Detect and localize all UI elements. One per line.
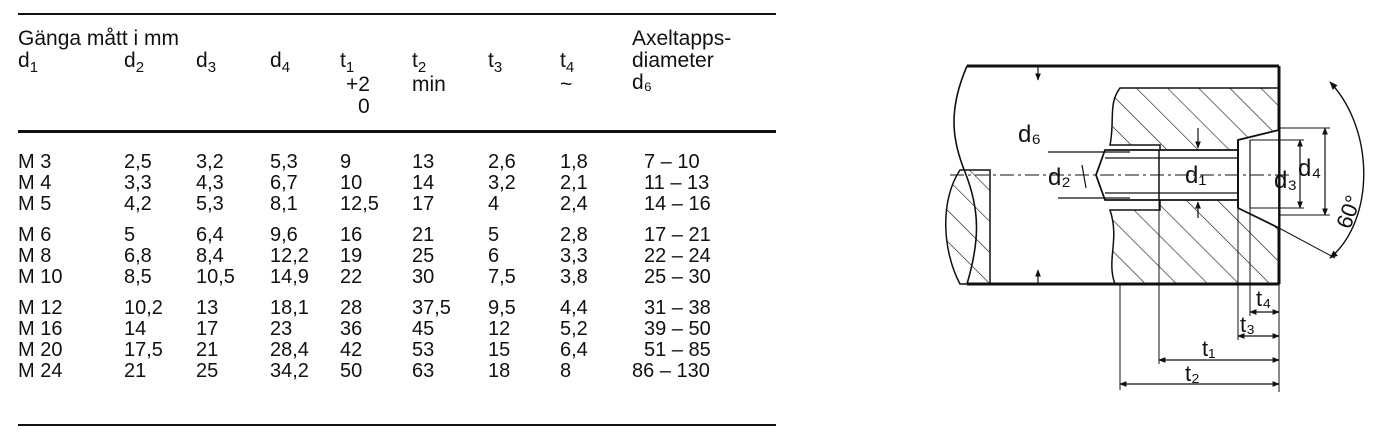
table-cell: 21 xyxy=(124,360,147,382)
table-cell: 17 xyxy=(412,193,435,215)
table-cell: 2,4 xyxy=(560,193,588,215)
header-symbol: d xyxy=(124,49,136,72)
table-cell: 23 xyxy=(270,318,293,340)
table-cell: 42 xyxy=(340,339,363,361)
header-col-9 xyxy=(632,28,731,94)
table-cell: 12,2 xyxy=(270,245,309,267)
table-bottom-rule xyxy=(18,424,776,426)
table-cell: 4 xyxy=(488,193,500,215)
header-col-3 xyxy=(196,50,216,74)
table-cell: 3,3 xyxy=(560,245,588,267)
thread-size-cell: M 4 xyxy=(18,172,52,194)
label-d4: d₄ xyxy=(1298,155,1322,182)
header-symbol: t xyxy=(560,49,566,72)
table-cell: 8,4 xyxy=(196,245,224,267)
header-col-7 xyxy=(488,50,502,74)
thread-size-cell: M 16 xyxy=(18,318,63,340)
table-cell: 51 – 85 xyxy=(644,339,711,361)
table-cell: 12 xyxy=(488,318,511,340)
table-header-rule xyxy=(18,130,776,133)
label-t1: t₁ xyxy=(1202,336,1216,361)
header-symbol: d xyxy=(270,49,282,72)
table-cell: 4,3 xyxy=(196,172,224,194)
header-subscript: 2 xyxy=(135,59,145,76)
table-cell: 10,2 xyxy=(124,297,163,319)
d2-tick xyxy=(1082,165,1086,188)
header-symbol: t xyxy=(488,49,494,72)
table-cell: 2,5 xyxy=(124,151,152,173)
table-cell: 9,5 xyxy=(488,297,516,319)
header-symbol: d xyxy=(18,49,30,72)
countersink-angle-arc xyxy=(1330,82,1367,258)
table-cell: 6,7 xyxy=(270,172,298,194)
table-top-rule xyxy=(18,13,776,15)
header-note: diameter xyxy=(632,49,714,72)
label-d3: d₃ xyxy=(1274,167,1298,194)
table-cell: 21 xyxy=(412,224,435,246)
header-subscript: 3 xyxy=(493,59,503,76)
header-col-4 xyxy=(270,50,290,74)
header-subscript: 4 xyxy=(281,59,291,76)
header-subscript: 2 xyxy=(417,59,427,76)
table-cell: 22 xyxy=(340,266,363,288)
table-cell: 14 xyxy=(412,172,435,194)
thread-size-cell: M 24 xyxy=(18,360,63,382)
table-cell: 1,8 xyxy=(560,151,588,173)
header-col-5 xyxy=(340,50,370,118)
table-cell: 14,9 xyxy=(270,266,309,288)
table-cell: 39 – 50 xyxy=(644,318,711,340)
thread-size-cell: M 10 xyxy=(18,266,63,288)
table-cell: 15 xyxy=(488,339,511,361)
table-cell: 86 – 130 xyxy=(632,360,710,382)
table-cell: 5 xyxy=(124,224,136,246)
table-cell: 3,2 xyxy=(488,172,516,194)
table-cell: 63 xyxy=(412,360,435,382)
table-cell: 28,4 xyxy=(270,339,309,361)
table-cell: 25 xyxy=(196,360,219,382)
table-cell: 36 xyxy=(340,318,363,340)
table-cell: 45 xyxy=(412,318,435,340)
label-d6: d₆ xyxy=(1018,121,1042,148)
table-cell: 16 xyxy=(340,224,363,246)
header-symbol: d xyxy=(196,49,208,72)
table-cell: 6 xyxy=(488,245,500,267)
header-subscript: 1 xyxy=(345,59,355,76)
header-note: +2 xyxy=(346,73,370,96)
table-cell: 25 xyxy=(412,245,435,267)
header-subscript: 3 xyxy=(207,59,217,76)
table-cell: 3,2 xyxy=(196,151,224,173)
header-subscript: 4 xyxy=(565,59,575,76)
thread-size-cell: M 3 xyxy=(18,151,52,173)
table-cell: 3,3 xyxy=(124,172,152,194)
table-cell: 17,5 xyxy=(124,339,163,361)
shaft-end-section xyxy=(946,170,990,284)
table-cell: 5,3 xyxy=(196,193,224,215)
table-cell: 10,5 xyxy=(196,266,235,288)
counterbore-section-drawing xyxy=(830,0,1400,438)
header-note: Axeltapps- xyxy=(632,27,732,50)
label-t2: t₂ xyxy=(1185,361,1200,386)
thread-size-cell: M 5 xyxy=(18,193,52,215)
countersink-chamfer-line xyxy=(1279,228,1335,258)
thread-size-cell: M 12 xyxy=(18,297,63,319)
table-cell: 4,4 xyxy=(560,297,588,319)
table-cell: 4,2 xyxy=(124,193,152,215)
header-col-2 xyxy=(124,50,144,74)
label-t4: t₄ xyxy=(1256,286,1272,311)
table-cell: 17 – 21 xyxy=(644,224,711,246)
table-cell: 3,8 xyxy=(560,266,588,288)
header-col-1 xyxy=(18,50,38,74)
header-col-8 xyxy=(560,50,574,96)
table-cell: 7,5 xyxy=(488,266,516,288)
thread-size-cell: M 6 xyxy=(18,224,52,246)
table-cell: 19 xyxy=(340,245,363,267)
table-cell: 8,5 xyxy=(124,266,152,288)
table-cell: 18 xyxy=(488,360,511,382)
table-cell: 37,5 xyxy=(412,297,451,319)
header-note: ~ xyxy=(560,73,573,96)
table-cell: 2,8 xyxy=(560,224,588,246)
table-cell: 5,3 xyxy=(270,151,298,173)
table-cell: 53 xyxy=(412,339,435,361)
table-cell: 5,2 xyxy=(560,318,588,340)
table-cell: 5 xyxy=(488,224,500,246)
table-cell: 25 – 30 xyxy=(644,266,711,288)
table-cell: 50 xyxy=(340,360,363,382)
table-cell: 13 xyxy=(196,297,219,319)
table-cell: 2,6 xyxy=(488,151,516,173)
table-cell: 8,1 xyxy=(270,193,298,215)
header-note: d₆ xyxy=(632,71,653,94)
table-cell: 30 xyxy=(412,266,435,288)
table-cell: 14 xyxy=(124,318,147,340)
table-cell: 12,5 xyxy=(340,193,379,215)
table-cell: 22 – 24 xyxy=(644,245,711,267)
table-cell: 6,4 xyxy=(560,339,588,361)
table-cell: 7 – 10 xyxy=(644,151,700,173)
thread-size-cell: M 20 xyxy=(18,339,63,361)
table-cell: 28 xyxy=(340,297,363,319)
table-cell: 9 xyxy=(340,151,352,173)
table-cell: 17 xyxy=(196,318,219,340)
label-t3: t₃ xyxy=(1240,312,1256,337)
header-symbol: t xyxy=(412,49,418,72)
label-d1: d₁ xyxy=(1185,162,1207,189)
table-cell: 13 xyxy=(412,151,435,173)
header-subscript: 1 xyxy=(29,59,39,76)
thread-size-cell: M 8 xyxy=(18,245,52,267)
table-cell: 9,6 xyxy=(270,224,298,246)
table-cell: 31 – 38 xyxy=(644,297,711,319)
table-cell: 6,8 xyxy=(124,245,152,267)
table-cell: 34,2 xyxy=(270,360,309,382)
header-note: 0 xyxy=(358,95,370,118)
header-symbol: t xyxy=(340,49,346,72)
table-cell: 10 xyxy=(340,172,363,194)
table-cell: 21 xyxy=(196,339,219,361)
table-cell: 6,4 xyxy=(196,224,224,246)
table-cell: 14 – 16 xyxy=(644,193,711,215)
header-note: min xyxy=(412,73,446,96)
table-caption: Gänga mått i mm xyxy=(18,27,180,50)
header-col-6 xyxy=(412,50,446,96)
label-angle: 60° xyxy=(1331,191,1367,232)
table-cell: 18,1 xyxy=(270,297,309,319)
label-d2: d₂ xyxy=(1048,164,1071,191)
table-cell: 2,1 xyxy=(560,172,588,194)
table-cell: 8 xyxy=(560,360,572,382)
table-cell: 11 – 13 xyxy=(644,172,710,194)
